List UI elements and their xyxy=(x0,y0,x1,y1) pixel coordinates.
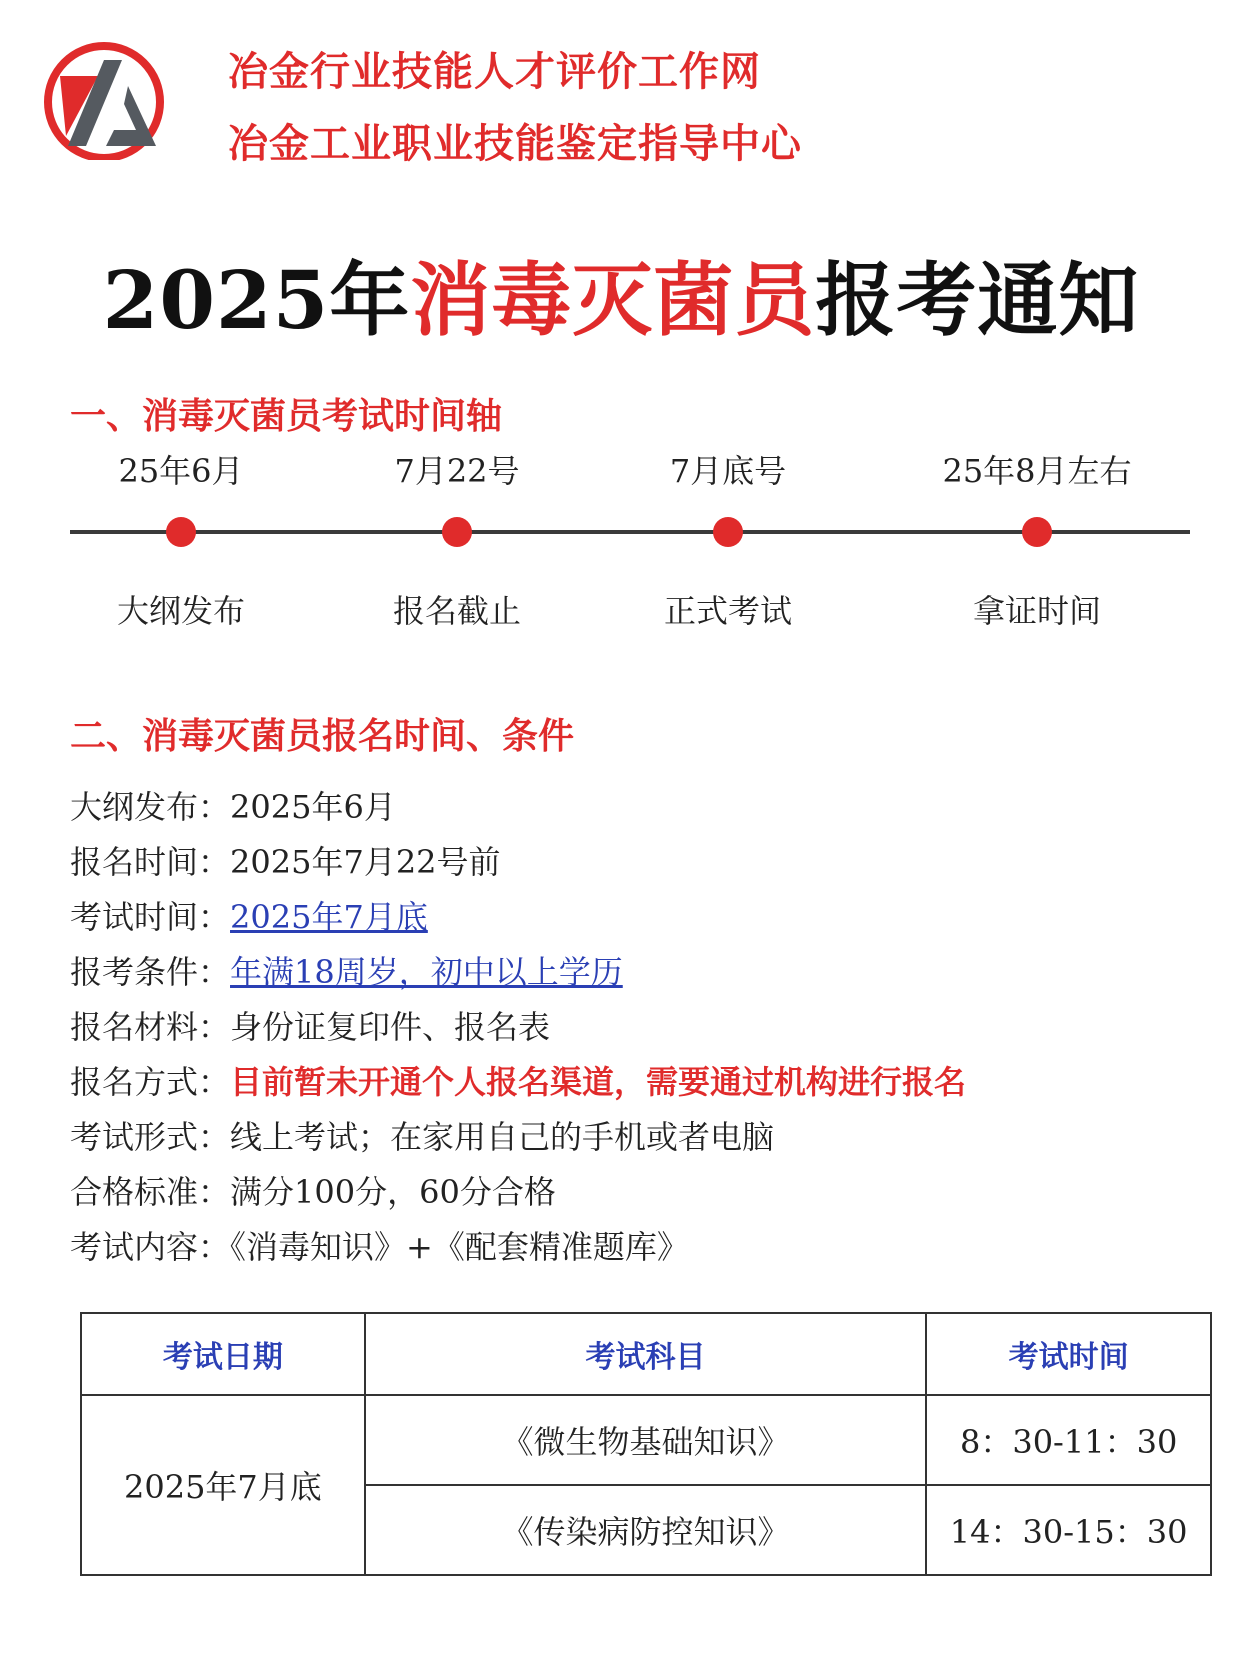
info-row xyxy=(70,1002,550,1048)
info-value: 满分100分，60分合格 xyxy=(230,1173,556,1211)
info-label: 报名方式： xyxy=(70,1063,231,1101)
table-header-row xyxy=(81,1313,1211,1395)
org-logo-icon xyxy=(40,42,168,160)
info-value-highlight: 目前暂未开通个人报名渠道，需要通过机构进行报名 xyxy=(230,1063,967,1101)
exam-schedule-table xyxy=(80,1312,1212,1576)
info-label: 考试内容： xyxy=(70,1228,231,1266)
registration-heading: 二、消毒灭菌员报名时间、条件 xyxy=(70,716,575,757)
timeline-label: 报名截止 xyxy=(392,592,521,630)
info-label: 大纲发布： xyxy=(70,788,231,826)
timeline-date: 7月22号 xyxy=(394,452,520,490)
info-label: 报名材料： xyxy=(70,1008,231,1046)
time-cell: 8：30-11：30 xyxy=(926,1395,1211,1485)
info-row xyxy=(70,1222,689,1268)
info-value: 线上考试；在家用自己的手机或者电脑 xyxy=(230,1118,775,1156)
timeline-dot xyxy=(166,517,196,547)
exam-date-cell: 2025年7月底 xyxy=(81,1395,365,1575)
info-label: 报名时间： xyxy=(70,843,231,881)
subject-cell: 《传染病防控知识》 xyxy=(365,1485,927,1575)
page-title xyxy=(0,236,1242,351)
timeline-label: 拿证时间 xyxy=(972,592,1101,630)
info-value: 2025年6月 xyxy=(230,788,396,826)
org-name-1: 冶金行业技能人才评价工作网 xyxy=(228,49,761,95)
info-label: 报考条件： xyxy=(70,953,231,991)
info-label: 考试形式： xyxy=(70,1118,231,1156)
timeline-dot xyxy=(442,517,472,547)
header-subject: 考试科目 xyxy=(365,1313,927,1395)
timeline-date: 25年8月左右 xyxy=(942,452,1132,490)
info-row xyxy=(70,837,501,883)
exam-time-link[interactable]: 2025年7月底 xyxy=(230,898,428,936)
info-row xyxy=(70,1167,556,1213)
info-row xyxy=(70,782,396,828)
org-name-2: 冶金工业职业技能鉴定指导中心 xyxy=(228,121,802,167)
info-value: 身份证复印件、报名表 xyxy=(230,1008,551,1046)
header-time: 考试时间 xyxy=(926,1313,1211,1395)
timeline-label: 大纲发布 xyxy=(116,592,245,630)
info-value: 2025年7月22号前 xyxy=(230,843,501,881)
eligibility-link[interactable]: 年满18周岁，初中以上学历 xyxy=(230,953,623,991)
info-row xyxy=(70,1112,774,1158)
timeline-dot xyxy=(713,517,743,547)
header-date: 考试日期 xyxy=(81,1313,365,1395)
timeline-date: 25年6月 xyxy=(118,452,244,490)
timeline-label: 正式考试 xyxy=(663,592,792,630)
title-highlight: 消毒灭菌员 xyxy=(410,253,816,347)
subject-cell: 《微生物基础知识》 xyxy=(365,1395,927,1485)
info-row xyxy=(70,947,623,993)
title-suffix: 报考通知 xyxy=(815,253,1140,347)
info-label: 合格标准： xyxy=(70,1173,231,1211)
table-row xyxy=(81,1395,1211,1485)
info-label: 考试时间： xyxy=(70,898,231,936)
info-row xyxy=(70,892,428,938)
timeline-heading: 一、消毒灭菌员考试时间轴 xyxy=(70,396,503,437)
time-cell: 14：30-15：30 xyxy=(926,1485,1211,1575)
timeline-dot xyxy=(1022,517,1052,547)
info-row xyxy=(70,1057,966,1103)
timeline-date: 7月底号 xyxy=(669,452,787,490)
title-prefix: 2025年 xyxy=(102,253,411,347)
info-value: 《消毒知识》+《配套精准题库》 xyxy=(230,1228,689,1266)
